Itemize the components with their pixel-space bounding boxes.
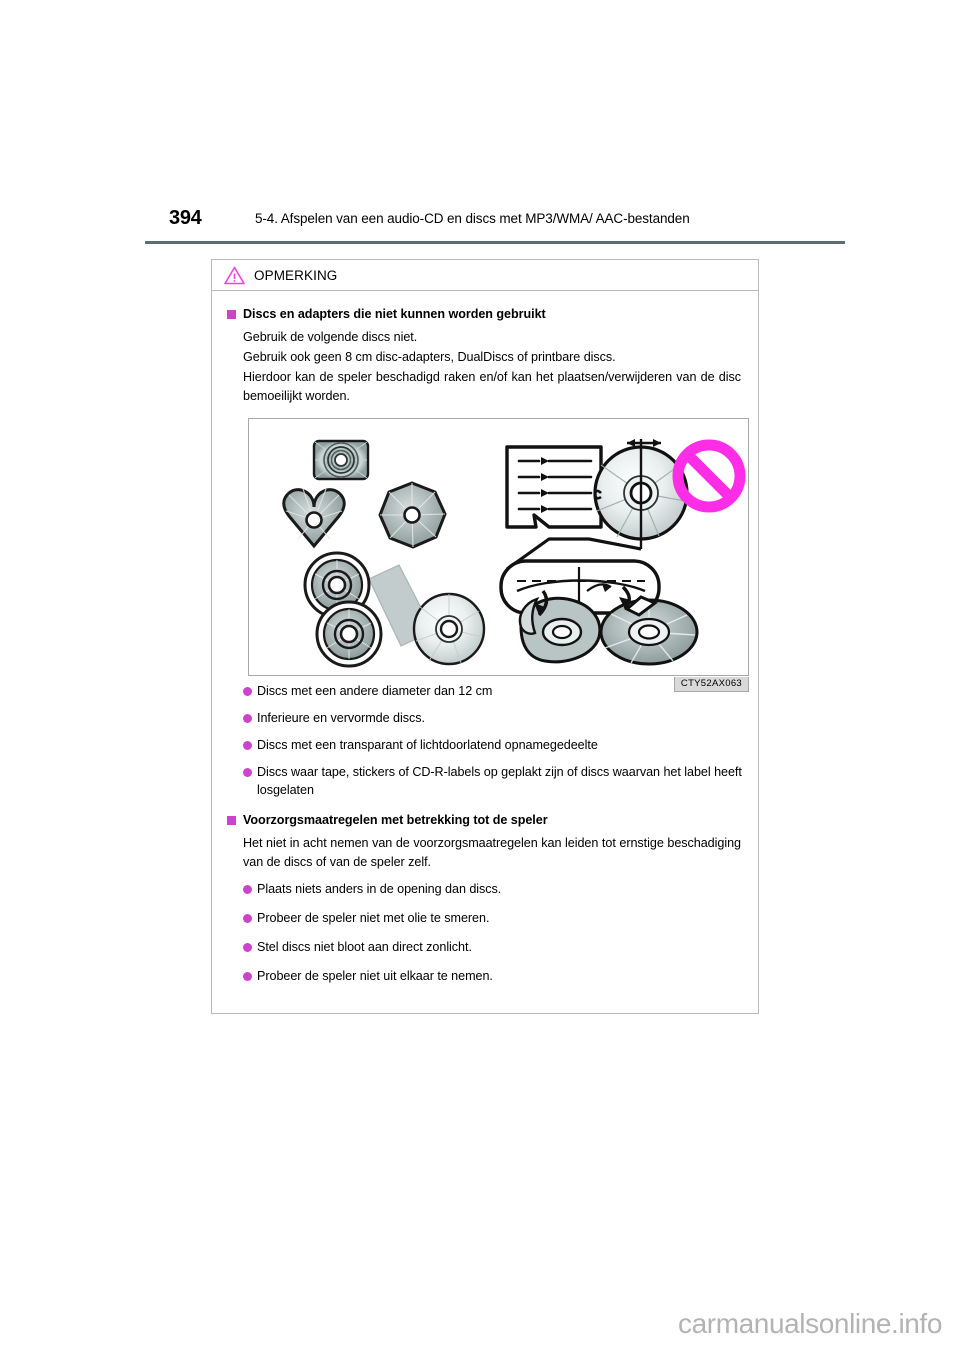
list-item: [226, 736, 744, 754]
section1-paragraph-1: Gebruik de volgende discs niet.: [243, 330, 418, 344]
page-title: 5-4. Afspelen van een audio-CD en discs met MP3/WMA/ AAC-bestanden: [255, 211, 690, 226]
round-bullet-icon: [243, 885, 252, 894]
round-bullet-icon: [243, 714, 252, 723]
figure-caption: CTY52AX063: [674, 677, 749, 692]
round-bullet-icon: [243, 914, 252, 923]
section-heading-text: Voorzorgsmaatregelen met betrekking tot de speler: [243, 813, 548, 827]
octagon-shaped-disc: [380, 483, 445, 547]
list-item-text: Discs met een transparant of lichtdoorlatend opnamegedeelte: [257, 738, 598, 752]
section1-paragraph-2: Gebruik ook geen 8 cm disc-adapters, DualDiscs of printbare discs.: [243, 350, 616, 364]
section2-paragraph: Het niet in acht nemen van de voorzorgsmaatregelen kan leiden tot ernstige beschadiging van de discs of van de speler zelf.: [243, 836, 741, 869]
unusable-discs-list: [226, 682, 744, 799]
notice-box: [211, 259, 759, 1014]
list-item: [226, 709, 744, 727]
list-item-text: Probeer de speler niet uit elkaar te nemen.: [257, 969, 493, 983]
square-bullet-icon: [227, 310, 236, 319]
page-number: 394: [169, 207, 202, 229]
cd-label-sheet: [507, 447, 601, 527]
list-item: [226, 880, 744, 898]
disc-illustration-graphic: [249, 419, 748, 675]
section-heading-unusable-discs: [226, 305, 744, 323]
round-bullet-icon: [243, 741, 252, 750]
prohibition-sign-icon: [678, 445, 740, 507]
round-bullet-icon: [243, 687, 252, 696]
round-bullet-icon: [243, 768, 252, 777]
section1-paragraph-3: Hierdoor kan de speler beschadigd raken en/of kan het plaatsen/verwijderen van de disc bemoeilijkt worden.: [243, 370, 741, 403]
list-item: [226, 967, 744, 985]
list-item: [226, 763, 744, 799]
plain-disc-with-adapter: [414, 594, 484, 664]
section-heading-player-precautions: [226, 811, 744, 829]
disc-with-label: [595, 439, 687, 549]
list-item-text: Stel discs niet bloot aan direct zonlicht.: [257, 940, 472, 954]
notice-body: [212, 291, 758, 1013]
heart-shaped-disc: [284, 489, 345, 546]
list-item-text: Probeer de speler niet met olie te smeren.: [257, 911, 490, 925]
list-item-text: Plaats niets anders in de opening dan discs.: [257, 882, 502, 896]
list-item: [226, 682, 744, 700]
page-header: [145, 205, 845, 239]
card-shaped-disc: [314, 441, 368, 479]
notice-title: OPMERKING: [254, 267, 338, 283]
player-precautions-list: [226, 880, 744, 985]
site-watermark: carmanualsonline.info: [678, 1308, 942, 1339]
figure-wrapper: [248, 418, 749, 689]
list-item: [226, 938, 744, 956]
list-item-text: Inferieure en vervormde discs.: [257, 711, 425, 725]
list-item-text: Discs waar tape, stickers of CD-R-labels op geplakt zijn of discs waarvan het label heeft losgelaten: [257, 765, 742, 797]
notice-header: [212, 260, 758, 291]
section-heading-text: Discs en adapters die niet kunnen worden gebruikt: [243, 307, 546, 321]
warning-triangle-icon: [224, 266, 245, 285]
eight-cm-disc-lower: [317, 602, 381, 666]
square-bullet-icon: [227, 816, 236, 825]
list-item-text: Discs met een andere diameter dan 12 cm: [257, 684, 493, 698]
round-bullet-icon: [243, 972, 252, 981]
list-item: [226, 909, 744, 927]
round-bullet-icon: [243, 943, 252, 952]
disc-illustration: [248, 418, 749, 676]
header-divider-rule: [145, 241, 845, 244]
